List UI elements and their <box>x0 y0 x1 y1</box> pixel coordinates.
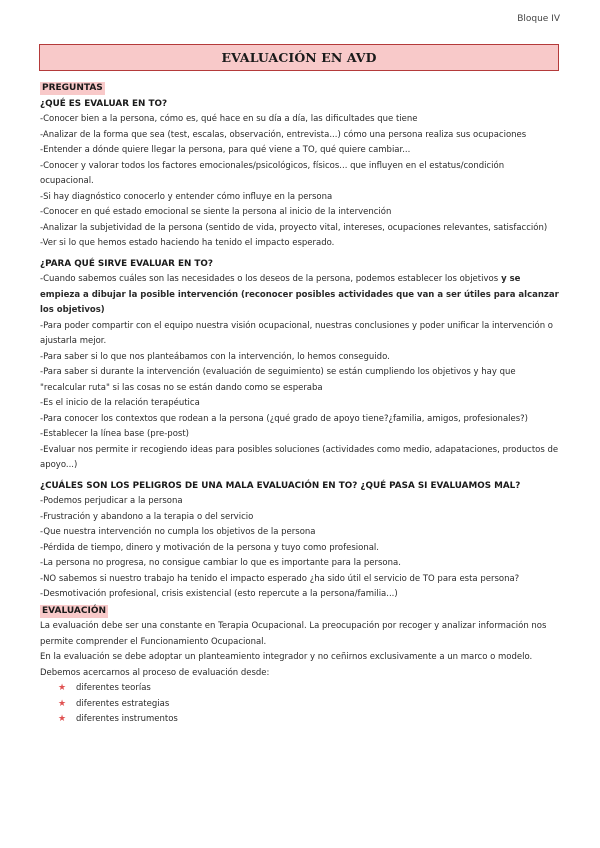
list-item: -Para poder compartir con el equipo nuestra visión ocupacional, nuestras conclusiones y poder unificar la intervención o ajustarla mejor. <box>40 320 554 346</box>
list-item-bold-text: y se empieza a dibujar la posible intervención (reconocer posibles actividades que van a ser útiles para alcanzar los objetivos) <box>40 274 559 315</box>
bullet-text: diferentes teorías <box>76 683 151 693</box>
block-label: Bloque IV <box>517 14 560 24</box>
section-label-preguntas: PREGUNTAS <box>42 83 103 93</box>
list-item: -Si hay diagnóstico conocerlo y entender cómo influye en la persona <box>40 191 333 202</box>
list-item: -Conocer y valorar todos los factores emocionales/psicológicos, físicos... que influyen en el estatus/condición ocupacional. <box>40 160 505 186</box>
bullet-item <box>58 681 560 697</box>
document-body <box>40 80 560 728</box>
list-item <box>40 272 560 319</box>
paragraph: En la evaluación se debe adoptar un planteamiento integrador y no ceñirnos exclusivamente a un marco o modelo. <box>40 652 533 662</box>
list-item: -Evaluar nos permite ir recogiendo ideas para posibles soluciones (actividades como medio, adapataciones, productos de apoyo...) <box>40 444 559 470</box>
bullet-item <box>58 697 560 713</box>
list-item: -Pérdida de tiempo, dinero y motivación de la persona y tuyo como profesional. <box>40 542 379 553</box>
list-item: -Conocer bien a la persona, cómo es, qué hace en su día a día, las dificultades que tiene <box>40 114 418 124</box>
list-item: -Ver si lo que hemos estado haciendo ha tenido el impacto esperado. <box>40 238 335 248</box>
bullet-text: diferentes estrategias <box>76 698 170 709</box>
bullet-item <box>58 712 560 728</box>
bullet-text: diferentes instrumentos <box>76 714 178 724</box>
star-icon: ★ <box>58 714 67 724</box>
list-item: -Frustración y abandono a la terapia o del servicio <box>40 511 254 522</box>
question-para-que-sirve: ¿PARA QUÉ SIRVE EVALUAR EN TO? <box>40 258 214 269</box>
page-title: EVALUACIÓN EN AVD <box>221 50 377 65</box>
list-item: -Para saber si durante la intervención (evaluación de seguimiento) se están cumpliendo los objetivos y hay que "recalcular ruta" si las cosas no se están dando como se esperaba <box>40 367 516 393</box>
title-box <box>39 44 559 71</box>
list-item: -NO sabemos si nuestro trabajo ha tenido el impacto esperado ¿ha sido útil el servicio de TO para esta persona? <box>40 573 520 584</box>
list-item: -Analizar la subjetividad de la persona (sentido de vida, proyecto vital, intereses, ocupaciones relevantes, satisfacción) <box>40 222 548 233</box>
list-item: -Analizar de la forma que sea (test, escalas, observación, entrevista...) cómo una persona realiza sus ocupaciones <box>40 129 527 140</box>
list-item-text: -Cuando sabemos cuáles son las necesidades o los deseos de la persona, podemos establecer los objetivos <box>40 274 499 284</box>
list-item: -Establecer la línea base (pre-post) <box>40 429 189 439</box>
question-que-es-evaluar: ¿QUÉ ES EVALUAR EN TO? <box>40 98 168 109</box>
paragraph: Debemos acercarnos al proceso de evaluación desde: <box>40 667 270 678</box>
list-item: -La persona no progresa, no consigue cambiar lo que es importante para la persona. <box>40 558 401 568</box>
bullet-list <box>40 681 560 728</box>
question-peligros: ¿CUÁLES SON LOS PELIGROS DE UNA MALA EVALUACIÓN EN TO? ¿QUÉ PASA SI EVALUAMOS MAL? <box>40 480 521 491</box>
list-item: -Es el inicio de la relación terapéutica <box>40 398 200 408</box>
list-item: -Entender a dónde quiere llegar la persona, para qué viene a TO, qué quiere cambiar... <box>40 145 411 155</box>
list-item: -Podemos perjudicar a la persona <box>40 496 183 506</box>
list-item: -Conocer en qué estado emocional se siente la persona al inicio de la intervención <box>40 207 392 217</box>
list-item: -Para saber si lo que nos planteábamos con la intervención, lo hemos conseguido. <box>40 351 390 362</box>
section-label-evaluacion: EVALUACIÓN <box>42 605 107 616</box>
star-icon: ★ <box>58 698 67 709</box>
list-item: -Que nuestra intervención no cumpla los objetivos de la persona <box>40 527 316 537</box>
paragraph: La evaluación debe ser una constante en Terapia Ocupacional. La preocupación por recoger y analizar información nos permite comprender el Funcionamiento Ocupacional. <box>40 621 547 647</box>
list-item: -Para conocer los contextos que rodean a la persona (¿qué grado de apoyo tiene?¿familia, amigos, profesionales?) <box>40 413 529 424</box>
star-icon: ★ <box>58 683 67 693</box>
list-item: -Desmotivación profesional, crisis existencial (esto repercute a la persona/familia...) <box>40 589 398 599</box>
